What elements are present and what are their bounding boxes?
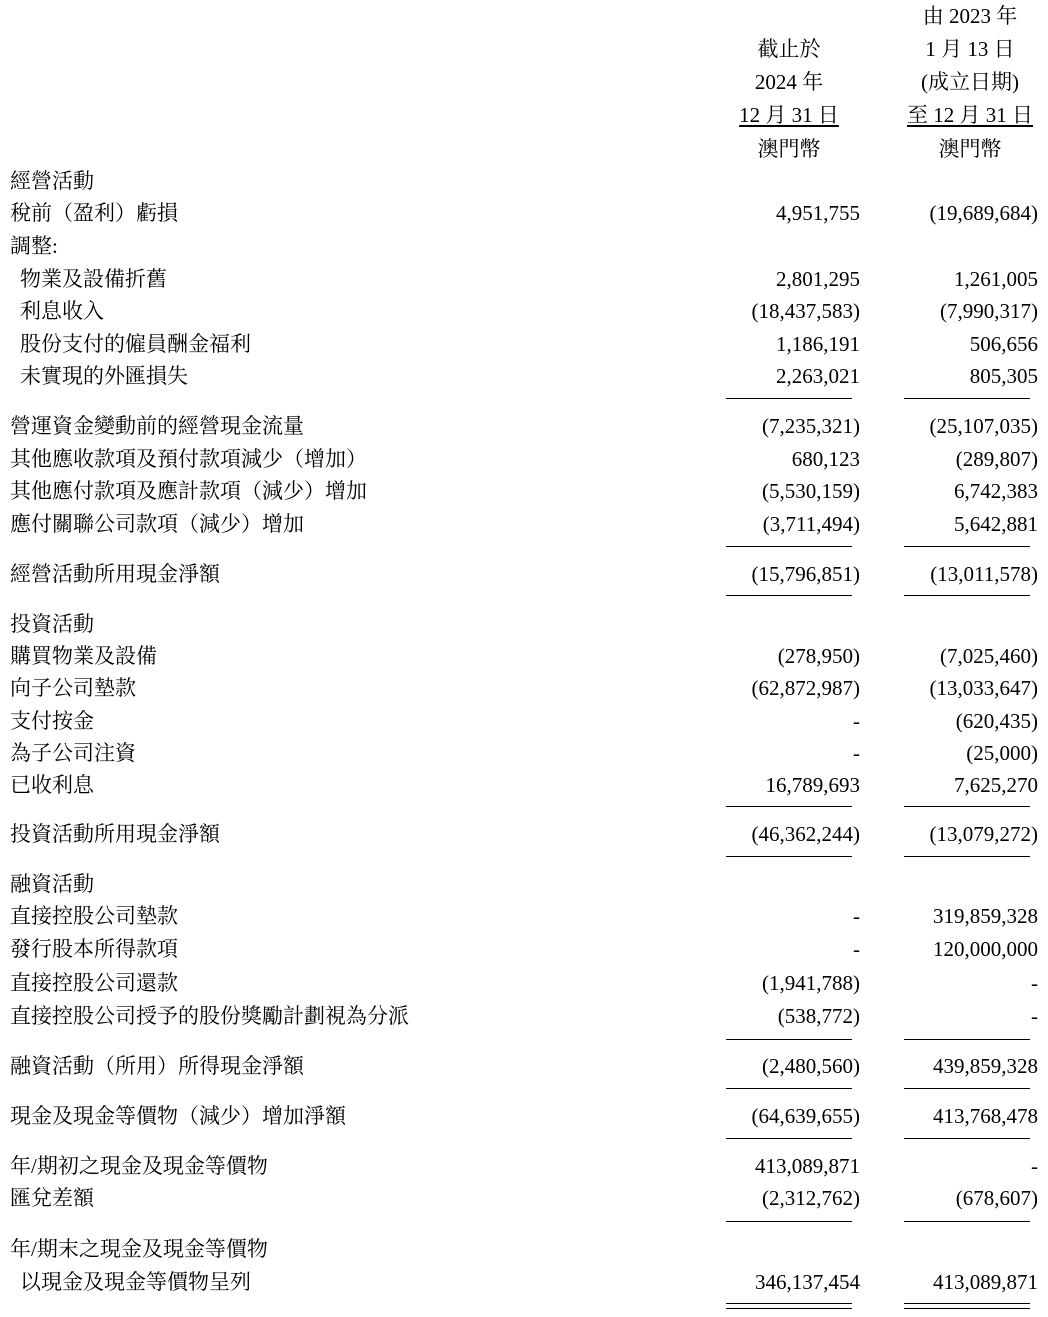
row-value-2023: (7,990,317) — [940, 299, 1038, 323]
row-label: 已收利息 — [10, 773, 94, 797]
double-rule-bottom — [904, 1308, 1030, 1309]
row-label-total: 投資活動所用現金淨額 — [10, 822, 220, 846]
subtotal-rule — [904, 1221, 1030, 1222]
row-value-2024: (7,235,321) — [762, 414, 860, 438]
row-value-2024: (46,362,244) — [751, 822, 860, 846]
total-rule — [904, 1138, 1030, 1139]
row-label: 營運資金變動前的經營現金流量 — [10, 414, 304, 438]
total-rule — [904, 856, 1030, 857]
subtotal-rule — [726, 1221, 852, 1222]
row-label: 股份支付的僱員酬金福利 — [20, 332, 251, 356]
header-col1-line2: 2024 年 — [754, 70, 824, 94]
row-value-2023: 1,261,005 — [954, 267, 1038, 291]
row-value-2024: 4,951,755 — [776, 201, 860, 225]
row-value-2023: (25,107,035) — [929, 414, 1038, 438]
row-label: 物業及設備折舊 — [20, 267, 167, 291]
row-value-2024: (2,480,560) — [762, 1054, 860, 1078]
row-value-2024: (3,711,494) — [762, 512, 860, 536]
row-label: 未實現的外匯損失 — [20, 364, 188, 388]
row-value-2023: (25,000) — [966, 741, 1038, 765]
row-value-2024: - — [853, 904, 860, 928]
row-label: 發行股本所得款項 — [10, 937, 178, 961]
adjustments-label: 調整: — [10, 234, 58, 258]
row-value-2024: 2,263,021 — [776, 364, 860, 388]
row-value-2024: (1,941,788) — [762, 971, 860, 995]
row-value-2024: 413,089,871 — [755, 1154, 860, 1178]
double-rule-bottom — [726, 1308, 852, 1309]
row-label: 購買物業及設備 — [10, 644, 157, 668]
subtotal-rule — [726, 398, 852, 399]
row-value-2023: 413,089,871 — [933, 1270, 1038, 1294]
row-value-2023: (289,807) — [955, 447, 1038, 471]
row-value-2023: - — [1031, 1004, 1038, 1028]
total-rule — [726, 595, 852, 596]
row-value-2024: 16,789,693 — [765, 773, 860, 797]
subtotal-rule — [726, 806, 852, 807]
row-value-2023: 7,625,270 — [954, 773, 1038, 797]
row-value-2024: (278,950) — [777, 644, 860, 668]
subtotal-rule — [726, 1039, 852, 1040]
closing-label-line1: 年/期末之現金及現金等價物 — [10, 1237, 268, 1261]
row-label: 直接控股公司墊款 — [10, 904, 178, 928]
row-value-2023: - — [1031, 1154, 1038, 1178]
row-label: 匯兌差額 — [10, 1186, 94, 1210]
header-col1-line3: 12 月 31 日 — [739, 103, 839, 127]
total-rule — [726, 1088, 852, 1089]
header-col2-currency: 澳門幣 — [938, 137, 1002, 161]
total-rule — [726, 856, 852, 857]
row-value-2023: (678,607) — [955, 1186, 1038, 1210]
double-rule-top — [726, 1303, 852, 1304]
row-label: 向子公司墊款 — [10, 676, 136, 700]
subtotal-rule — [904, 546, 1030, 547]
subtotal-rule — [726, 546, 852, 547]
double-rule-top — [904, 1303, 1030, 1304]
row-label-total: 現金及現金等價物（減少）增加淨額 — [10, 1104, 346, 1128]
row-value-2024: 2,801,295 — [776, 267, 860, 291]
row-label: 直接控股公司授予的股份獎勵計劃視為分派 — [10, 1004, 409, 1028]
row-value-2024: (538,772) — [777, 1004, 860, 1028]
row-value-2023: (620,435) — [955, 709, 1038, 733]
row-value-2024: (62,872,987) — [751, 676, 860, 700]
row-value-2023: (19,689,684) — [929, 201, 1038, 225]
row-value-2024: (64,639,655) — [751, 1104, 860, 1128]
subtotal-rule — [904, 1039, 1030, 1040]
row-value-2024: (5,530,159) — [762, 479, 860, 503]
row-value-2024: - — [853, 741, 860, 765]
row-label-total: 融資活動（所用）所得現金淨額 — [10, 1054, 304, 1078]
subtotal-rule — [904, 806, 1030, 807]
section-title-financing: 融資活動 — [10, 872, 94, 896]
row-value-2023: 120,000,000 — [933, 937, 1038, 961]
total-rule — [904, 1088, 1030, 1089]
header-col2-line4: 至 12 月 31 日 — [907, 103, 1033, 127]
row-value-2023: (13,011,578) — [930, 562, 1038, 586]
closing-label-line2: 以現金及現金等價物呈列 — [20, 1270, 251, 1294]
row-label: 年/期初之現金及現金等價物 — [10, 1154, 268, 1178]
section-title-investing: 投資活動 — [10, 612, 94, 636]
row-label: 稅前（盈利）虧損 — [10, 201, 178, 225]
row-label: 直接控股公司還款 — [10, 971, 178, 995]
row-value-2024: 680,123 — [791, 447, 860, 471]
row-value-2023: 413,768,478 — [933, 1104, 1038, 1128]
row-value-2023: 439,859,328 — [933, 1054, 1038, 1078]
row-value-2023: 319,859,328 — [933, 904, 1038, 928]
row-label: 為子公司注資 — [10, 741, 136, 765]
total-rule — [726, 1138, 852, 1139]
row-value-2023: 805,305 — [969, 364, 1038, 388]
row-value-2023: 5,642,881 — [954, 512, 1038, 536]
row-value-2023: 506,656 — [969, 332, 1038, 356]
row-value-2023: 6,742,383 — [954, 479, 1038, 503]
row-value-2023: (7,025,460) — [940, 644, 1038, 668]
row-value-2024: - — [853, 937, 860, 961]
row-value-2024: 346,137,454 — [755, 1270, 860, 1294]
row-value-2023: (13,033,647) — [929, 676, 1038, 700]
header-col2-line2: 1 月 13 日 — [925, 37, 1015, 61]
row-label: 其他應付款項及應計款項（減少）增加 — [10, 479, 367, 503]
subtotal-rule — [904, 398, 1030, 399]
row-label: 應付關聯公司款項（減少）增加 — [10, 512, 304, 536]
row-value-2024: (2,312,762) — [762, 1186, 860, 1210]
header-col1-currency: 澳門幣 — [757, 137, 821, 161]
row-value-2023: (13,079,272) — [929, 822, 1038, 846]
row-label-total: 經營活動所用現金淨額 — [10, 562, 220, 586]
header-col1-line1: 截止於 — [757, 37, 821, 61]
row-value-2024: - — [853, 709, 860, 733]
section-title-operating: 經營活動 — [10, 169, 94, 193]
row-value-2024: 1,186,191 — [776, 332, 860, 356]
row-label: 其他應收款項及預付款項減少（增加） — [10, 447, 367, 471]
row-label: 利息收入 — [20, 299, 104, 323]
row-value-2024: (18,437,583) — [751, 299, 860, 323]
header-col2-line1: 由 2023 年 — [922, 4, 1018, 28]
total-rule — [904, 595, 1030, 596]
row-value-2024: (15,796,851) — [751, 562, 860, 586]
header-col2-line3: (成立日期) — [921, 70, 1019, 94]
row-label: 支付按金 — [10, 709, 94, 733]
row-value-2023: - — [1031, 971, 1038, 995]
